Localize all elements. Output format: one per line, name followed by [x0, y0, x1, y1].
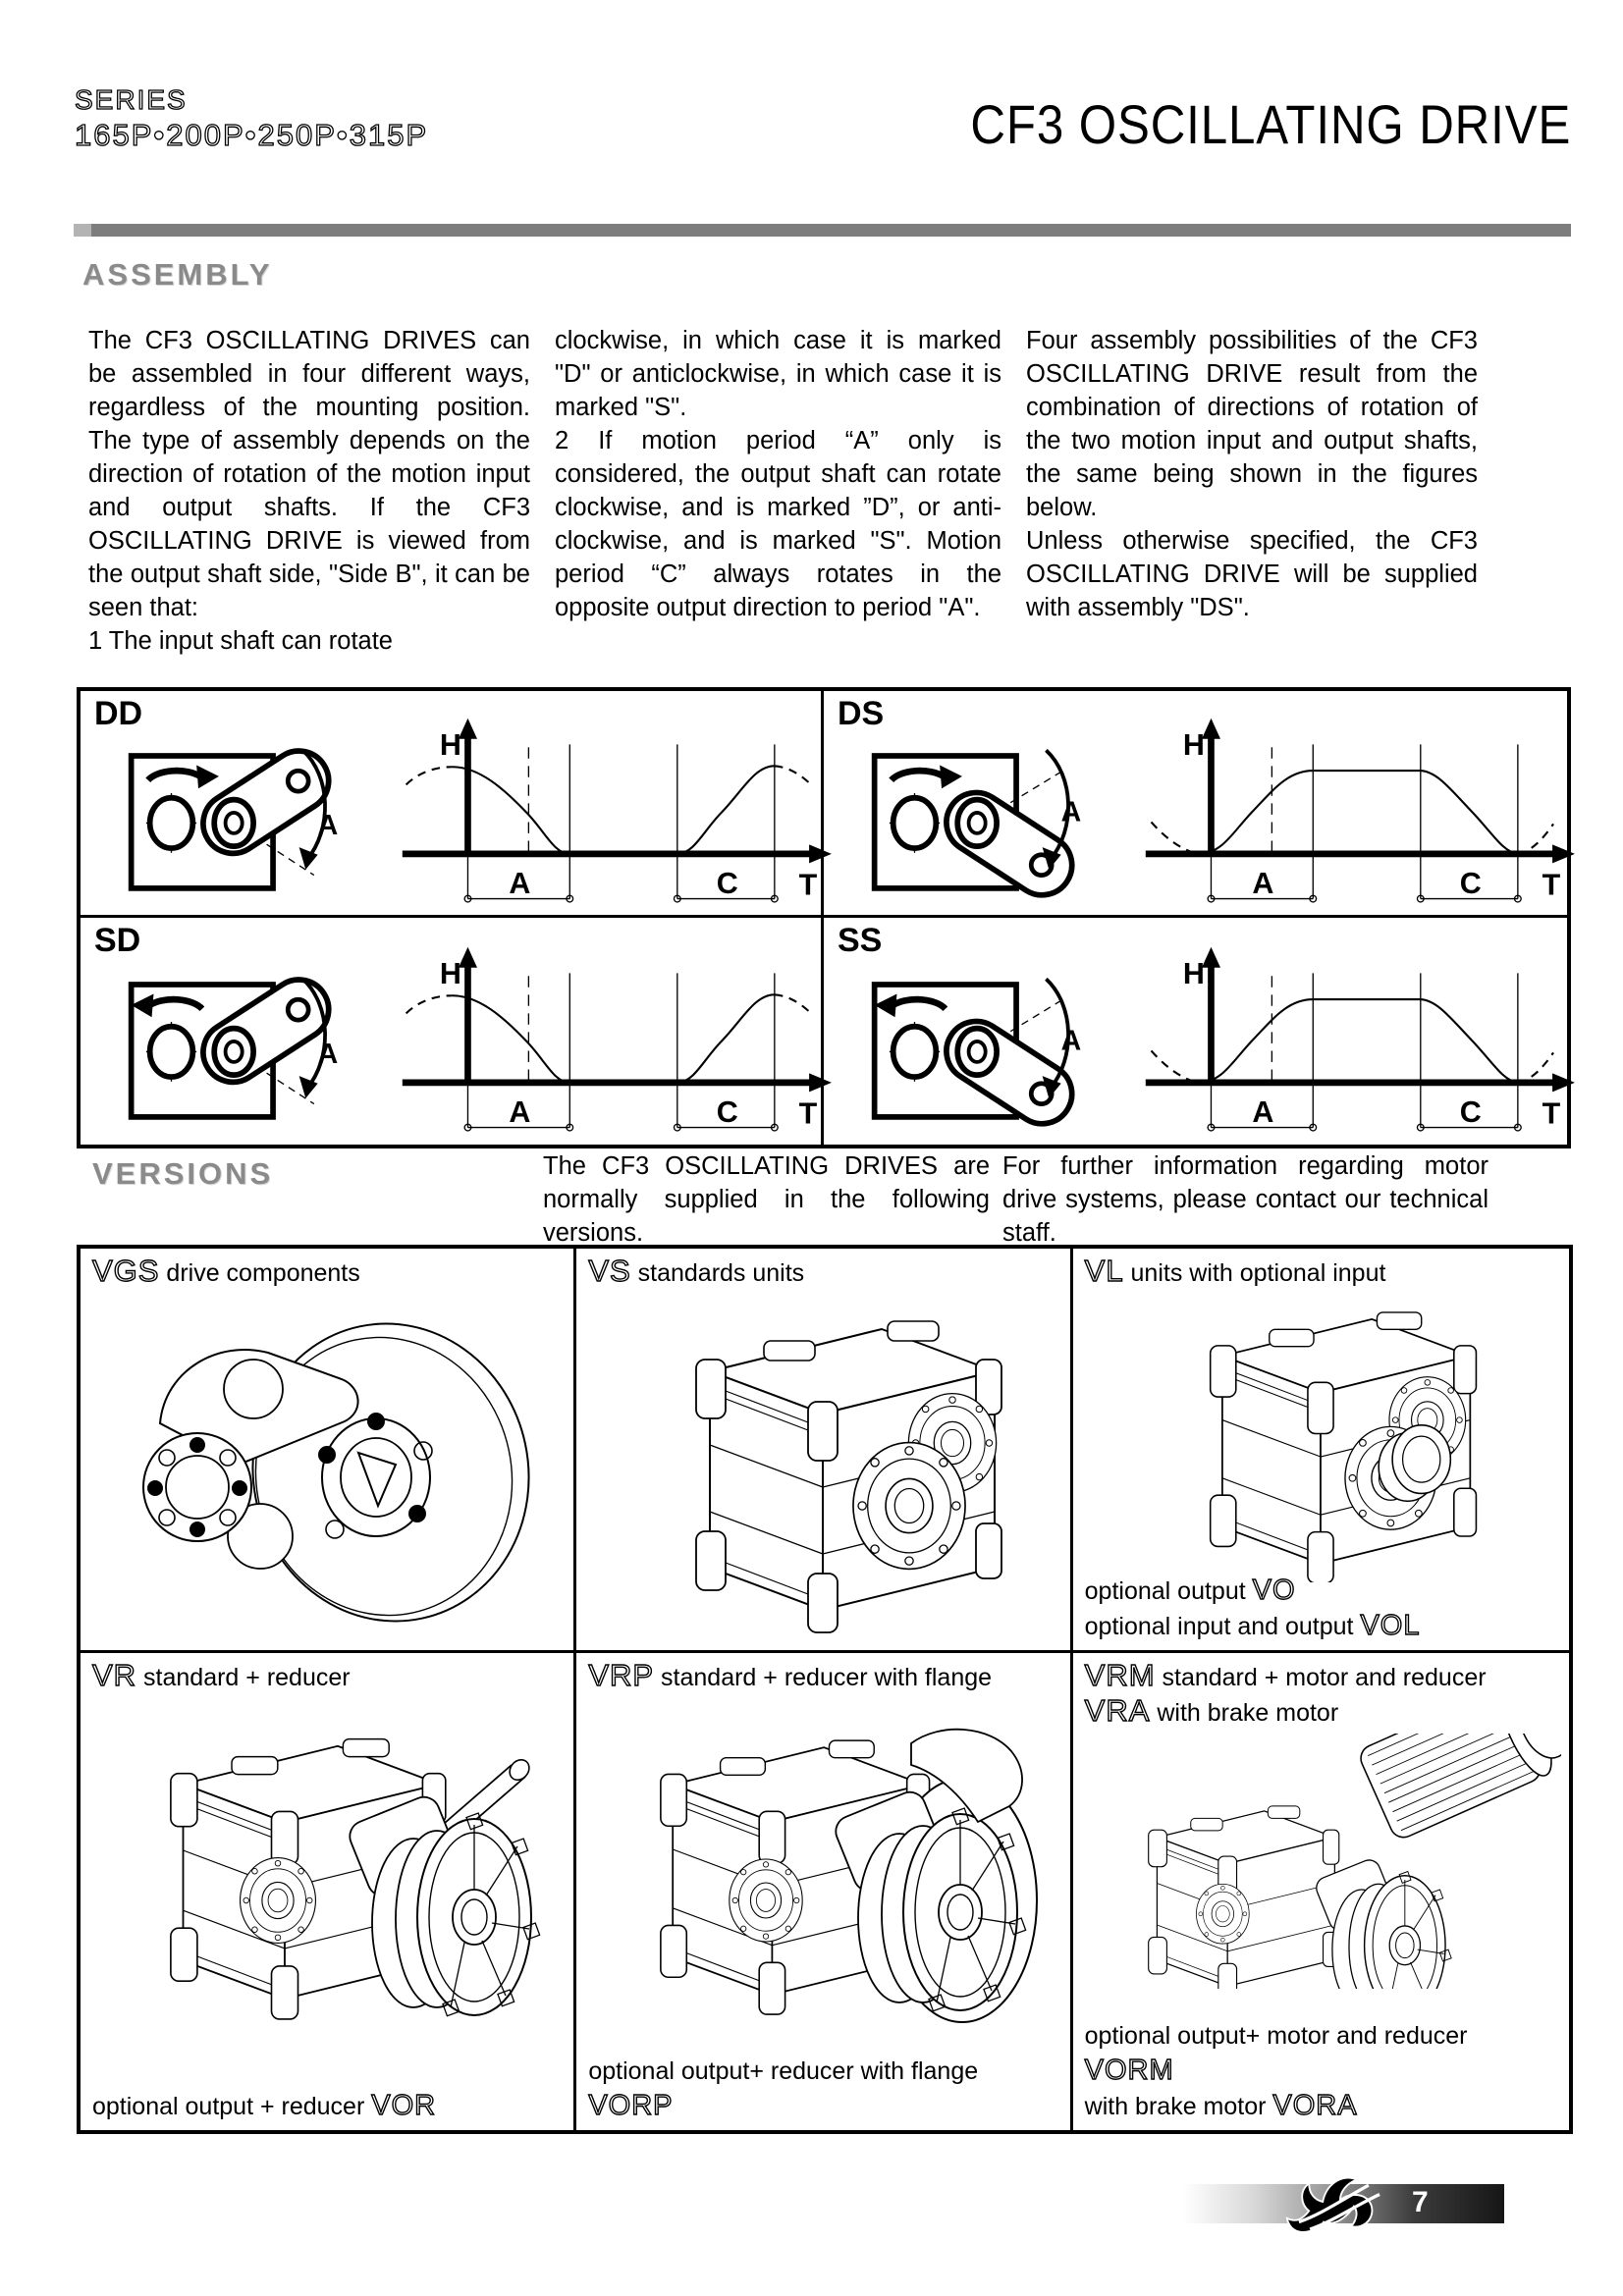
note-line — [1085, 2089, 1557, 2124]
h-axis-label: H — [1182, 727, 1205, 762]
brand-logo-icon — [1284, 2163, 1394, 2240]
mechanism-drawing — [120, 719, 353, 905]
versions-intro-right — [1002, 1149, 1488, 1250]
version-cell-vl — [1073, 1249, 1569, 1653]
version-code: VL — [1084, 1254, 1124, 1288]
vrp-drawing — [587, 1704, 1058, 2038]
assembly-diagram-dd — [81, 691, 824, 918]
h-axis-label: H — [1182, 956, 1205, 990]
note-text: optional output — [1084, 1577, 1253, 1605]
version-notes — [1085, 1574, 1557, 1644]
title-bar-cap — [74, 224, 91, 237]
vl-drawing — [1100, 1292, 1542, 1582]
t-axis-label: T — [798, 868, 818, 902]
version-cell-vs — [576, 1249, 1072, 1653]
version-cell-vr — [81, 1653, 576, 2130]
note-text: optional output+ motor and reducer — [1084, 2022, 1468, 2050]
period-a-label: A — [1252, 866, 1274, 900]
title-underline-bar — [74, 224, 1571, 237]
assembly-column-3 — [1026, 324, 1478, 658]
period-a-label: A — [509, 866, 531, 900]
version-code: VRA — [1084, 1693, 1151, 1728]
note-text: with brake motor — [1084, 2093, 1273, 2120]
paragraph: clockwise, in which case it is marked "D" or anticlockwise, in which case it is marked "S". — [555, 327, 1001, 421]
paragraph: Four assembly possibilities of the CF3 OSCILLATING DRIVE result from the combination of directions of rotation of the two motion input and output shafts, the same being shown in the figures below. — [1026, 327, 1478, 521]
mechanism-drawing — [120, 947, 353, 1134]
versions-intro-left — [543, 1149, 990, 1250]
motion-graph — [1138, 942, 1578, 1139]
version-desc: standard + reducer — [143, 1664, 351, 1691]
assembly-heading: ASSEMBLY — [82, 257, 273, 292]
diagram-label: SD — [94, 922, 141, 959]
note-line — [1085, 1609, 1557, 1644]
note-code: VO — [1252, 1575, 1296, 1606]
arm-angle-label: A — [1060, 1025, 1082, 1056]
motion-graph — [1138, 714, 1578, 910]
note-line — [588, 2055, 1057, 2089]
paragraph: The CF3 OSCILLATING DRIVES are normally supplied in the following versions. — [543, 1152, 990, 1247]
version-cell-vrp — [576, 1653, 1072, 2130]
version-desc: standard + motor and reducer — [1162, 1664, 1487, 1691]
vr-drawing — [91, 1704, 563, 2038]
mechanism-drawing — [863, 719, 1097, 905]
note-code: VOR — [371, 2090, 437, 2121]
version-code: VGS — [92, 1254, 160, 1288]
note-code: VORM — [1084, 2055, 1174, 2086]
t-axis-label: T — [798, 1096, 818, 1131]
vgs-drawing — [91, 1296, 563, 1639]
vrm-drawing — [1080, 1734, 1561, 1989]
t-axis-label: T — [1542, 1096, 1561, 1131]
note-code: VOL — [1360, 1610, 1421, 1641]
diagram-label: SS — [838, 922, 883, 959]
assembly-diagram-sd — [81, 918, 824, 1145]
version-desc: drive components — [166, 1259, 360, 1287]
version-code: VRM — [1084, 1658, 1156, 1692]
period-a-label: A — [509, 1095, 531, 1129]
assembly-diagram-ds — [824, 691, 1567, 918]
period-c-label: C — [716, 1095, 738, 1129]
paragraph: 1 The input shaft can rotate — [88, 627, 393, 655]
assembly-diagram-ss — [824, 918, 1567, 1145]
note-line — [588, 2089, 1057, 2124]
header-line — [1085, 1659, 1557, 1694]
note-line — [1085, 2054, 1557, 2089]
motion-graph — [395, 714, 835, 910]
assembly-possibilities-figure — [77, 687, 1571, 1148]
h-axis-label: H — [439, 956, 461, 990]
version-code: VR — [92, 1658, 137, 1692]
motion-graph — [395, 942, 835, 1139]
assembly-column-1 — [88, 324, 530, 658]
note-text: optional input and output — [1084, 1613, 1361, 1640]
period-c-label: C — [716, 866, 738, 900]
version-cell-vgs — [81, 1249, 576, 1653]
version-desc: units with optional input — [1130, 1259, 1386, 1287]
period-c-label: C — [1459, 1095, 1482, 1129]
diagram-label: DS — [838, 695, 885, 732]
diagram-label: DD — [94, 695, 143, 732]
version-desc: standards units — [637, 1259, 805, 1287]
mechanism-drawing — [863, 947, 1097, 1134]
versions-heading: VERSIONS — [92, 1156, 274, 1191]
note-code: VORA — [1272, 2090, 1358, 2121]
version-code: VS — [588, 1254, 631, 1288]
period-c-label: C — [1459, 866, 1482, 900]
note-line — [1085, 1574, 1557, 1609]
note-line — [92, 2089, 562, 2124]
version-cell-vrm — [1073, 1653, 1569, 2130]
version-desc: with brake motor — [1157, 1699, 1339, 1727]
paragraph: 2 If motion period “A” only is considered, the output shaft can rotate clockwise, and is marked ”D”, or anti-clockwise, and is marked "S". Motion period “C” always rotates in the opposite output direction to period "A". — [555, 427, 1001, 621]
h-axis-label: H — [439, 727, 461, 762]
t-axis-label: T — [1542, 868, 1561, 902]
page-title: CF3 OSCILLATING DRIVE — [970, 93, 1571, 155]
series-label: SERIES — [75, 84, 188, 115]
paragraph: The CF3 OSCILLATING DRIVES can be assembled in four different ways, regardless of the mounting position. The type of assembly depends on the direction of rotation of the motion input and output shafts. If the CF3 OSCILLATING DRIVE is viewed from the output shaft side, "Side B", it can be seen that: — [88, 327, 530, 621]
arm-angle-label: A — [317, 1038, 339, 1070]
version-desc: standard + reducer with flange — [661, 1664, 993, 1691]
note-text: optional output+ reducer with flange — [588, 2057, 979, 2085]
version-code: VRP — [588, 1658, 655, 1692]
version-notes — [1085, 2019, 1557, 2124]
note-code: VORP — [588, 2090, 674, 2121]
series-models: 165P•200P•250P•315P — [75, 118, 429, 152]
arm-angle-label: A — [1060, 796, 1082, 828]
version-notes — [588, 2055, 1057, 2124]
assembly-text-columns — [88, 324, 1502, 658]
period-a-label: A — [1252, 1095, 1274, 1129]
header-line — [1085, 1694, 1557, 1730]
arm-angle-label: A — [317, 809, 339, 841]
version-notes — [92, 2089, 562, 2124]
note-text: optional output + reducer — [92, 2093, 372, 2120]
versions-table — [77, 1245, 1573, 2134]
series-block — [75, 84, 428, 153]
assembly-column-2 — [555, 324, 1001, 658]
page-number: 7 — [1412, 2186, 1429, 2218]
paragraph: Unless otherwise specified, the CF3 OSCILLATING DRIVE will be supplied with assembly "DS". — [1026, 527, 1478, 621]
vs-drawing — [597, 1298, 1049, 1643]
note-line — [1085, 2019, 1557, 2054]
paragraph: For further information regarding motor drive systems, please contact our technical staff. — [1002, 1152, 1488, 1247]
